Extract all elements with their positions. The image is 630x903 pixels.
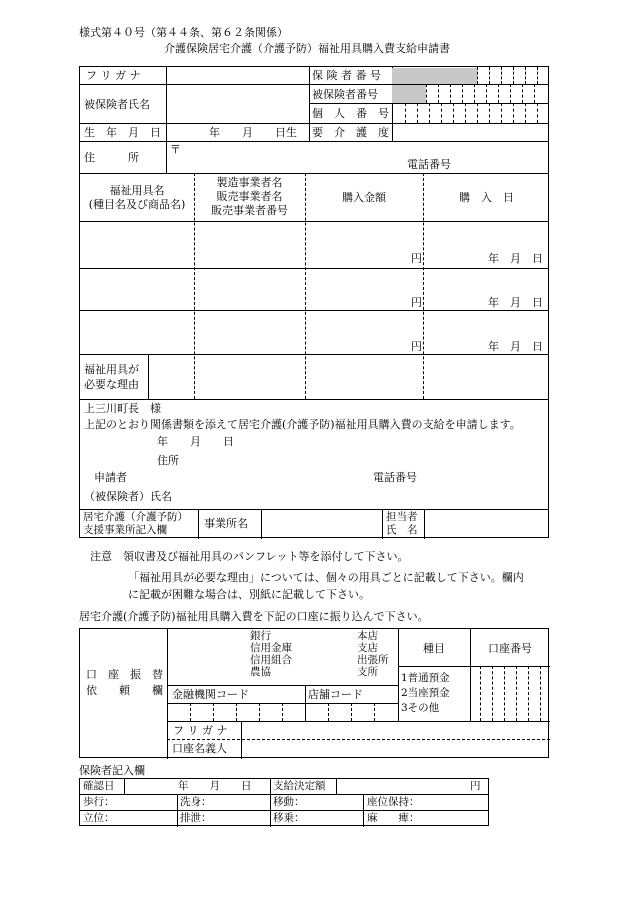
- person-label-1: 担当者: [386, 511, 418, 523]
- applicant-label: 申請者: [94, 471, 127, 484]
- decision-yen: 円: [470, 780, 481, 792]
- paralysis-label: 麻 痺：: [367, 812, 420, 824]
- excretion-label: 排泄：: [180, 812, 212, 824]
- branch-main: 本店: [357, 630, 378, 642]
- postal-mark: 〒: [170, 143, 181, 156]
- row2-yen: 円: [411, 296, 422, 309]
- inst-bank: 銀行: [250, 630, 271, 642]
- row2-date: 年 月 日: [488, 296, 543, 309]
- form-number: 様式第４０号（第４４条、第６２条関係）: [79, 26, 288, 39]
- addressee: 上三川町長 様: [84, 402, 161, 415]
- moving-label: 移動：: [273, 796, 305, 808]
- phone-label: 電話番号: [407, 158, 451, 171]
- furigana-label: フ リ ガ ナ: [86, 69, 141, 82]
- transfer-label: 移乗：: [273, 812, 305, 824]
- insurer-table: [79, 778, 489, 826]
- office-name-label: 事業所名: [204, 517, 248, 530]
- insurer-number-label: 保 険 者 番 号: [312, 69, 381, 82]
- standing-label: 立位：: [83, 812, 115, 824]
- confirm-date-label: 確認日: [83, 780, 115, 792]
- row1-date: 年 月 日: [488, 252, 543, 265]
- bank-label-1: 口 座 振 替: [86, 668, 163, 681]
- row3-date: 年 月 日: [488, 340, 543, 353]
- inst-code-label: 金融機関コード: [172, 688, 249, 701]
- sitting-label: 座位保持：: [367, 796, 420, 808]
- date-header: 購 入 日: [459, 191, 514, 204]
- care-level-label: 要 介 護 度: [312, 126, 389, 139]
- branch-sub: 支店: [357, 642, 378, 654]
- branch-branch: 支所: [357, 666, 378, 678]
- confirm-date-ymd: 年 月 日: [178, 780, 252, 792]
- insured-name-request: （被保険者）氏名: [84, 490, 172, 503]
- branch-code-label: 店舗コード: [308, 688, 363, 701]
- request-address: 住所: [157, 454, 179, 467]
- type-ordinary: 1普通預金: [401, 672, 450, 684]
- washing-label: 洗身：: [180, 796, 212, 808]
- seller-header: 販売事業者名: [216, 190, 283, 203]
- type-other: 3その他: [401, 702, 440, 714]
- note-line-3: に記載が困難な場合は、別紙に記載して下さい。: [128, 588, 370, 601]
- support-office-label-2: 支援事業所記入欄: [83, 524, 167, 536]
- address-label: 住 所: [84, 151, 139, 164]
- type-header: 種目: [423, 642, 445, 655]
- insurer-section-title: 保険者記入欄: [79, 764, 145, 777]
- amount-header: 購入金額: [342, 191, 386, 204]
- bank-form: [79, 628, 549, 758]
- main-form: [79, 66, 549, 538]
- insured-number-label: 被保険者番号: [312, 88, 378, 101]
- row1-yen: 円: [411, 252, 422, 265]
- insured-name-label: 被保険者氏名: [84, 98, 150, 111]
- inst-kumiai: 信用組合: [250, 654, 292, 666]
- holder-label: 口座名義人: [172, 742, 227, 755]
- row3-yen: 円: [411, 340, 422, 353]
- inst-nokyo: 農協: [250, 666, 271, 678]
- support-office-label-1: 居宅介護（介護予防）: [83, 511, 188, 523]
- item-name-header: 福祉用具名: [109, 184, 165, 197]
- type-current: 2当座預金: [401, 687, 450, 699]
- note-line-2: 「福祉用具が必要な理由」については、個々の用具ごとに記載して下さい。欄内: [128, 571, 524, 584]
- request-date: 年 月 日: [157, 435, 234, 448]
- bank-intro: 居宅介護(介護予防)福祉用具購入費を下記の口座に振り込んで下さい。: [79, 610, 429, 623]
- request-statement: 上記のとおり関係書類を添えて居宅介護(介護予防)福祉用具購入費の支給を申請します。: [84, 418, 521, 431]
- maker-header: 製造事業者名: [216, 176, 283, 189]
- form-title: 介護保険居宅介護（介護予防）福祉用具購入費支給申請書: [164, 42, 450, 55]
- request-phone: 電話番号: [373, 471, 417, 484]
- birth-date-label: 生 年 月 日: [84, 126, 161, 139]
- bank-label-2: 依 頼 欄: [86, 684, 163, 697]
- birth-date-value: 年 月 日生: [209, 126, 297, 139]
- account-header: 口座番号: [488, 642, 532, 655]
- walking-label: 歩行：: [83, 796, 115, 808]
- reason-label-1: 福祉用具が: [84, 363, 139, 376]
- note-line-1: 注意 領収書及び福祉用具のパンフレット等を添付して下さい。: [90, 550, 409, 563]
- person-label-2: 氏 名: [386, 524, 418, 536]
- seller-number-header: 販売事業者番号: [211, 204, 288, 217]
- decision-label: 支給決定額: [273, 780, 326, 792]
- holder-furigana-label: フ リ ガ ナ: [173, 724, 228, 737]
- item-name-subheader: (種目名及び商品名): [88, 198, 186, 211]
- inst-shinkin: 信用金庫: [250, 642, 292, 654]
- branch-office: 出張所: [357, 654, 389, 666]
- personal-number-label: 個 人 番 号: [312, 107, 389, 120]
- reason-label-2: 必要な理由: [84, 378, 139, 391]
